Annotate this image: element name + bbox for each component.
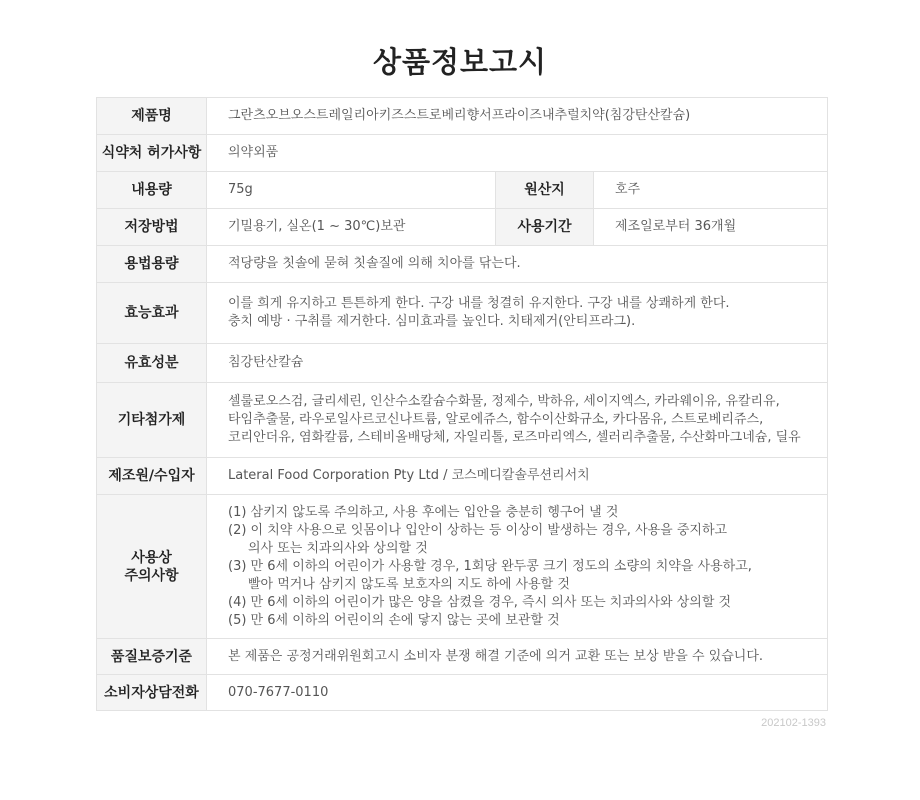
row-storage-period <box>97 209 828 246</box>
value-active: 침강탄산칼슘 <box>207 344 828 383</box>
row-active <box>97 344 828 383</box>
value-mfds: 의약외품 <box>207 135 828 172</box>
row-product-name <box>97 98 828 135</box>
caution-item-continued: 빨아 먹거나 삼키지 않도록 보호자의 지도 하에 사용할 것 <box>248 576 570 592</box>
row-quality <box>97 639 828 675</box>
row-manufacturer <box>97 458 828 495</box>
caution-item: (4) 만 6세 이하의 어린이가 많은 양을 삼켰을 경우, 즉시 의사 또는 치과의사와 상의할 것 <box>228 594 732 610</box>
value-usage: 적당량을 칫솔에 묻혀 칫솔질에 의해 치아를 닦는다. <box>207 246 828 283</box>
value-origin: 호주 <box>594 172 828 209</box>
label-product-name: 제품명 <box>97 98 207 135</box>
label-period: 사용기간 <box>496 209 594 246</box>
caution-item: (3) 만 6세 이하의 어린이가 사용할 경우, 1회당 완두콩 크기 정도의 소량의 치약을 사용하고, <box>228 558 752 574</box>
caution-item: (5) 만 6세 이하의 어린이의 손에 닿지 않는 곳에 보관할 것 <box>228 612 560 628</box>
efficacy-line: 이를 희게 유지하고 튼튼하게 한다. 구강 내를 청결히 유지한다. 구강 내를 상쾌하게 한다. <box>228 296 730 311</box>
cautions-label-line: 사용상 <box>131 549 172 566</box>
label-active: 유효성분 <box>97 344 207 383</box>
label-storage: 저장방법 <box>97 209 207 246</box>
row-mfds <box>97 135 828 172</box>
product-info-table <box>96 97 828 711</box>
row-efficacy <box>97 283 828 344</box>
label-efficacy: 효능효과 <box>97 283 207 344</box>
label-mfds: 식약처 허가사항 <box>97 135 207 172</box>
value-storage: 기밀용기, 실온(1 ~ 30℃)보관 <box>207 209 496 246</box>
value-efficacy <box>207 283 828 344</box>
value-period: 제조일로부터 36개월 <box>594 209 828 246</box>
efficacy-line: 충치 예방 · 구취를 제거한다. 심미효과를 높인다. 치태제거(안티프라그). <box>228 314 636 329</box>
document-code: 202102-1393 <box>761 717 826 729</box>
cautions-label-line: 주의사항 <box>124 567 179 584</box>
label-manufacturer: 제조원/수입자 <box>97 458 207 495</box>
label-phone: 소비자상담전화 <box>97 675 207 711</box>
row-additives <box>97 383 828 458</box>
page-title: 상품정보고시 <box>372 45 548 79</box>
additives-line: 코리안더유, 염화칼륨, 스테비올배당체, 자일리톨, 로즈마리엑스, 셀러리추출물, 수산화마그네슘, 딜유 <box>228 430 801 445</box>
value-quality: 본 제품은 공정거래위원회고시 소비자 분쟁 해결 기준에 의거 교환 또는 보상 받을 수 있습니다. <box>207 639 828 675</box>
value-phone: 070-7677-0110 <box>207 675 828 711</box>
row-volume-origin <box>97 172 828 209</box>
row-usage <box>97 246 828 283</box>
caution-item: (2) 이 치약 사용으로 잇몸이나 입안이 상하는 등 이상이 발생하는 경우, 사용을 중지하고 <box>228 522 728 538</box>
label-cautions <box>97 495 207 639</box>
label-additives: 기타첨가제 <box>97 383 207 458</box>
value-product-name: 그란츠오브오스트레일리아키즈스트로베리향서프라이즈내추럴치약(침강탄산칼슘) <box>207 98 828 135</box>
label-quality: 품질보증기준 <box>97 639 207 675</box>
caution-item: (1) 삼키지 않도록 주의하고, 사용 후에는 입안을 충분히 헹구어 낼 것 <box>228 504 619 520</box>
row-cautions <box>97 495 828 639</box>
value-volume: 75g <box>207 172 496 209</box>
additives-line: 타임추출물, 라우로일사르코신나트륨, 알로에쥬스, 함수이산화규소, 카다몸유, 스트로베리쥬스, <box>228 412 764 427</box>
row-phone <box>97 675 828 711</box>
value-manufacturer: Lateral Food Corporation Pty Ltd / 코스메디칼솔루션리서치 <box>207 458 828 495</box>
additives-line: 셀룰로오스검, 글리세린, 인산수소칼슘수화물, 정제수, 박하유, 세이지엑스, 카라웨이유, 유칼리유, <box>228 394 780 409</box>
caution-item-continued: 의사 또는 치과의사와 상의할 것 <box>248 540 428 556</box>
label-volume: 내용량 <box>97 172 207 209</box>
label-origin: 원산지 <box>496 172 594 209</box>
value-cautions <box>207 495 828 639</box>
label-usage: 용법용량 <box>97 246 207 283</box>
value-additives <box>207 383 828 458</box>
